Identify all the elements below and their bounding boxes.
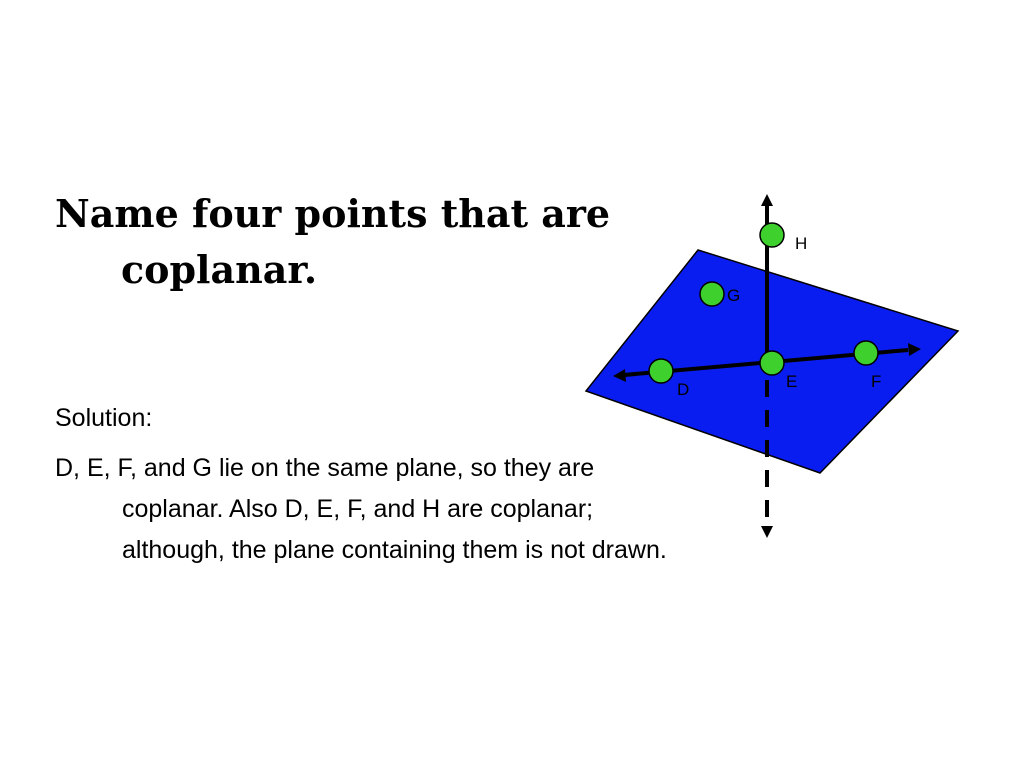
- point-g: [700, 282, 724, 306]
- arrowhead-up: [761, 194, 773, 206]
- solution-text: D, E, F, and G lie on the same plane, so they are coplanar. Also D, E, F, and H are coplanar; although, the plane containing them is not drawn.: [55, 454, 667, 564]
- label-d: D: [677, 380, 690, 399]
- arrowhead-down: [761, 526, 773, 538]
- label-e: E: [786, 372, 798, 391]
- label-g: G: [727, 286, 741, 305]
- solution-heading: Solution:: [55, 404, 153, 432]
- slide-title: Name four points that are coplanar.: [55, 191, 611, 292]
- point-e: [760, 351, 784, 375]
- point-h: [760, 223, 784, 247]
- point-f: [854, 341, 878, 365]
- label-f: F: [871, 372, 882, 391]
- point-d: [649, 359, 673, 383]
- label-h: H: [795, 234, 808, 253]
